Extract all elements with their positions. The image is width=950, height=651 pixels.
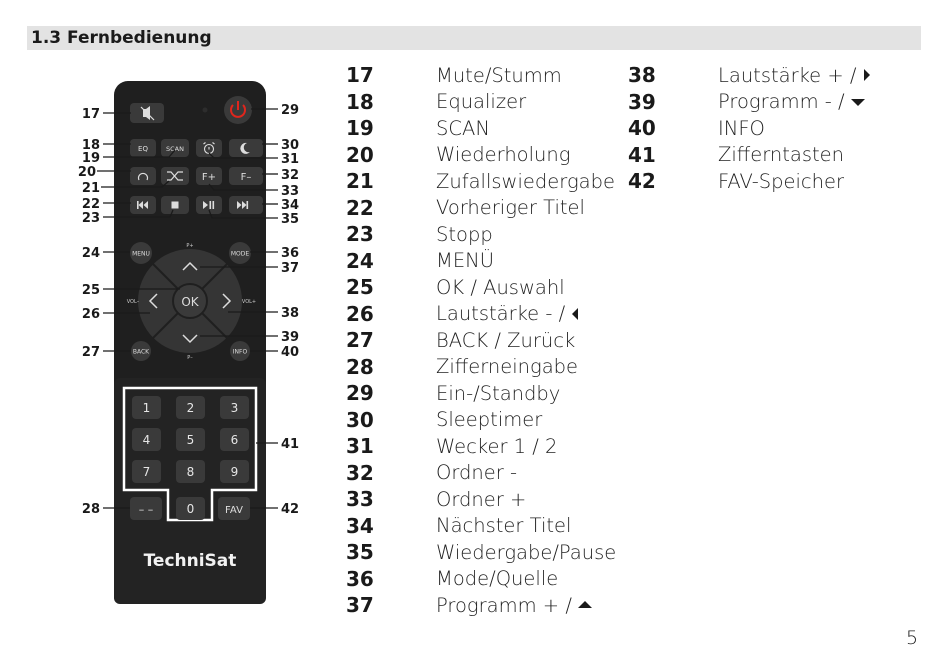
legend-label-wrap bbox=[718, 64, 871, 87]
legend-label: Mode/Quelle bbox=[436, 567, 559, 591]
legend-row bbox=[346, 354, 616, 381]
legend-label: MENÜ bbox=[436, 249, 495, 273]
legend-number: 24 bbox=[346, 248, 374, 273]
callout-37: 37 bbox=[281, 261, 300, 276]
legend-row bbox=[346, 327, 616, 354]
legend-row bbox=[346, 195, 616, 222]
legend-number: 42 bbox=[628, 169, 656, 194]
legend-number: 22 bbox=[346, 195, 374, 220]
legend-row bbox=[346, 115, 616, 142]
legend-label: Lautstärke + / bbox=[718, 63, 857, 87]
info-button-label: INFO bbox=[232, 348, 248, 356]
legend-row bbox=[346, 89, 616, 116]
legend-row bbox=[346, 460, 616, 487]
digit-key-label: 1 bbox=[142, 401, 151, 415]
digit-key-label: 0 bbox=[186, 502, 195, 516]
callout-21: 21 bbox=[81, 181, 100, 196]
remote-illustration bbox=[0, 0, 330, 651]
legend-row bbox=[346, 168, 616, 195]
digit-key-label: 7 bbox=[142, 465, 151, 479]
legend-number: 38 bbox=[628, 63, 656, 88]
legend-number: 32 bbox=[346, 460, 374, 485]
stop-icon bbox=[172, 202, 179, 209]
legend-label: INFO bbox=[718, 116, 765, 140]
callout-30: 30 bbox=[281, 138, 300, 153]
legend-number: 29 bbox=[346, 381, 374, 406]
p-plus-label: P+ bbox=[186, 243, 194, 249]
legend-label: Wiedergabe/Pause bbox=[436, 540, 617, 564]
legend-column-1 bbox=[346, 62, 616, 619]
digit-key-label: 3 bbox=[230, 401, 239, 415]
legend-number: 41 bbox=[628, 142, 656, 167]
legend-row bbox=[346, 221, 616, 248]
legend-number: 18 bbox=[346, 89, 374, 114]
legend-row bbox=[628, 89, 871, 116]
legend-label-wrap bbox=[436, 382, 560, 405]
callout-40: 40 bbox=[281, 345, 300, 360]
legend-label-wrap bbox=[436, 435, 557, 458]
legend-number: 39 bbox=[628, 89, 656, 114]
legend-number: 40 bbox=[628, 116, 656, 141]
legend-label-wrap bbox=[436, 249, 494, 272]
legend-label: SCAN bbox=[436, 116, 490, 140]
callout-38: 38 bbox=[281, 306, 300, 321]
dash-button-label: – – bbox=[138, 503, 154, 516]
folder-minus-label: F– bbox=[240, 172, 252, 183]
callout-19: 19 bbox=[81, 151, 100, 166]
legend-label-wrap bbox=[436, 302, 579, 325]
callout-35: 35 bbox=[281, 212, 300, 227]
legend-label: OK / Auswahl bbox=[436, 275, 565, 299]
vol-plus-label: VOL+ bbox=[241, 299, 257, 305]
folder-plus-label: F+ bbox=[201, 172, 217, 183]
legend-label: BACK / Zurück bbox=[436, 328, 576, 352]
legend-row bbox=[346, 433, 616, 460]
right-triangle-icon bbox=[863, 69, 871, 81]
callout-27: 27 bbox=[81, 345, 100, 360]
legend-label: Programm - / bbox=[718, 90, 845, 114]
legend-number: 30 bbox=[346, 407, 374, 432]
legend-label-wrap bbox=[436, 567, 558, 590]
legend-number: 21 bbox=[346, 169, 374, 194]
legend-label-wrap bbox=[436, 170, 615, 193]
legend-row bbox=[628, 115, 871, 142]
legend-label-wrap bbox=[436, 461, 517, 484]
page-number: 5 bbox=[906, 627, 919, 649]
mode-button-label: MODE bbox=[230, 250, 250, 258]
legend-number: 37 bbox=[346, 593, 374, 618]
ok-button-label: OK bbox=[181, 295, 199, 309]
brand-logo: TechniSat bbox=[143, 551, 237, 571]
legend-label: Wecker 1 / 2 bbox=[436, 434, 558, 458]
eq-button-label: EQ bbox=[138, 145, 148, 153]
legend-row bbox=[346, 539, 616, 566]
legend-row bbox=[346, 274, 616, 301]
legend-label: Mute/Stumm bbox=[436, 63, 562, 87]
callout-25: 25 bbox=[81, 283, 100, 298]
callout-39: 39 bbox=[281, 330, 300, 345]
digit-key-label: 4 bbox=[142, 433, 151, 447]
section-title: 1.3 Fernbedienung bbox=[31, 28, 212, 48]
legend-row bbox=[346, 380, 616, 407]
legend-number: 34 bbox=[346, 513, 374, 538]
legend-label: Ein-/Standby bbox=[436, 381, 561, 405]
legend-label: Zufallswiedergabe bbox=[436, 169, 615, 193]
legend-number: 35 bbox=[346, 540, 374, 565]
callout-31: 31 bbox=[281, 152, 300, 167]
legend-label-wrap bbox=[436, 90, 526, 113]
legend-row bbox=[346, 301, 616, 328]
legend-number: 20 bbox=[346, 142, 374, 167]
legend-number: 33 bbox=[346, 487, 374, 512]
legend-row bbox=[346, 592, 616, 619]
legend-label: Vorheriger Titel bbox=[436, 196, 585, 220]
digit-key-label: 2 bbox=[186, 401, 195, 415]
callout-33: 33 bbox=[281, 184, 300, 199]
legend-number: 23 bbox=[346, 222, 374, 247]
legend-label-wrap bbox=[436, 276, 565, 299]
legend-label-wrap bbox=[718, 90, 865, 113]
callout-34: 34 bbox=[281, 198, 300, 213]
legend-number: 25 bbox=[346, 275, 374, 300]
scan-button-label: SCAN bbox=[166, 145, 184, 153]
digit-key-label: 9 bbox=[230, 465, 239, 479]
legend-number: 19 bbox=[346, 116, 374, 141]
callout-29: 29 bbox=[281, 103, 300, 118]
callout-24: 24 bbox=[81, 246, 100, 261]
callout-32: 32 bbox=[281, 168, 300, 183]
legend-label-wrap bbox=[436, 143, 570, 166]
legend-label-wrap bbox=[436, 594, 592, 617]
digit-key-label: 6 bbox=[230, 433, 239, 447]
legend-label-wrap bbox=[718, 143, 844, 166]
p-minus-label: P– bbox=[187, 355, 193, 361]
digit-key-label: 8 bbox=[186, 465, 195, 479]
digit-key-label: 5 bbox=[186, 433, 195, 447]
callout-42: 42 bbox=[281, 502, 300, 517]
vol-minus-label: VOL– bbox=[126, 299, 140, 305]
legend-row bbox=[346, 566, 616, 593]
up-triangle-icon bbox=[578, 599, 592, 611]
callout-22: 22 bbox=[81, 197, 100, 212]
legend-column-2 bbox=[628, 62, 871, 195]
legend-row bbox=[346, 142, 616, 169]
legend-label-wrap bbox=[718, 117, 765, 140]
legend-number: 27 bbox=[346, 328, 374, 353]
legend-row bbox=[628, 168, 871, 195]
legend-label: Sleeptimer bbox=[436, 408, 543, 432]
legend-label: Zifferntasten bbox=[718, 143, 844, 167]
legend-number: 26 bbox=[346, 301, 374, 326]
legend-label-wrap bbox=[436, 64, 562, 87]
legend-label-wrap bbox=[436, 514, 571, 537]
legend-row bbox=[628, 62, 871, 89]
legend-label-wrap bbox=[436, 329, 575, 352]
callout-26: 26 bbox=[81, 307, 100, 322]
back-button-label: BACK bbox=[132, 348, 150, 356]
legend-label-wrap bbox=[436, 196, 585, 219]
legend-label-wrap bbox=[718, 170, 844, 193]
left-triangle-icon bbox=[571, 308, 579, 320]
legend-label-wrap bbox=[436, 355, 578, 378]
legend-number: 17 bbox=[346, 63, 374, 88]
legend-number: 28 bbox=[346, 354, 374, 379]
legend-label-wrap bbox=[436, 408, 542, 431]
legend-label: FAV-Speicher bbox=[718, 169, 845, 193]
ir-sensor bbox=[203, 108, 208, 113]
legend-row bbox=[346, 248, 616, 275]
fav-button-label: FAV bbox=[225, 505, 243, 516]
legend-label: Nächster Titel bbox=[436, 514, 572, 538]
legend-label: Equalizer bbox=[436, 90, 527, 114]
legend-row bbox=[346, 407, 616, 434]
legend-label: Stopp bbox=[436, 222, 493, 246]
legend-row bbox=[628, 142, 871, 169]
menu-button-label: MENU bbox=[132, 250, 150, 258]
callout-18: 18 bbox=[81, 138, 100, 153]
callout-41: 41 bbox=[281, 437, 300, 452]
legend-number: 31 bbox=[346, 434, 374, 459]
sleep-button[interactable] bbox=[229, 139, 263, 157]
legend-label: Ordner + bbox=[436, 487, 527, 511]
legend-label: Zifferneingabe bbox=[436, 355, 579, 379]
legend-number: 36 bbox=[346, 566, 374, 591]
callout-20: 20 bbox=[77, 165, 96, 180]
legend-label: Lautstärke - / bbox=[436, 302, 566, 326]
legend-label-wrap bbox=[436, 488, 526, 511]
legend-label: Wiederholung bbox=[436, 143, 571, 167]
legend-row bbox=[346, 486, 616, 513]
legend-label-wrap bbox=[436, 541, 616, 564]
legend-row bbox=[346, 62, 616, 89]
down-triangle-icon bbox=[851, 96, 865, 108]
callout-23: 23 bbox=[81, 211, 100, 226]
callout-28: 28 bbox=[81, 502, 100, 517]
legend-label: Ordner - bbox=[436, 461, 518, 485]
legend-label: Programm + / bbox=[436, 593, 572, 617]
callout-17: 17 bbox=[81, 107, 100, 122]
repeat-button[interactable] bbox=[130, 167, 156, 185]
legend-row bbox=[346, 513, 616, 540]
legend-label-wrap bbox=[436, 223, 493, 246]
callout-36: 36 bbox=[281, 246, 300, 261]
legend-label-wrap bbox=[436, 117, 490, 140]
